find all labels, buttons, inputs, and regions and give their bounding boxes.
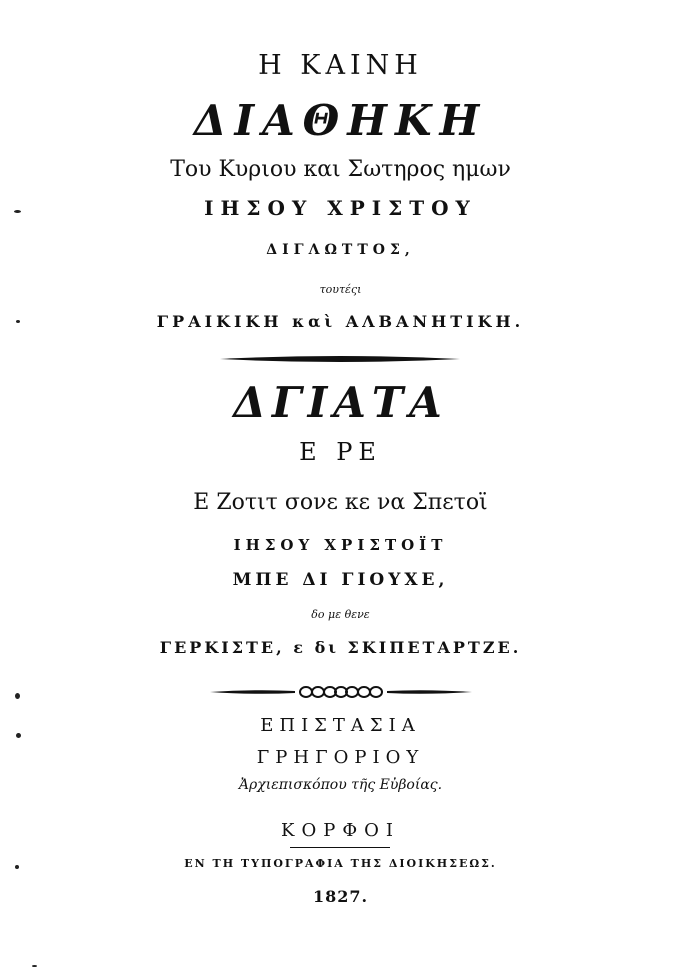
ornamental-divider [210, 684, 472, 700]
title-line-dgiata: ΔΓΙΑΤΑ [233, 378, 448, 427]
margin-speck [15, 865, 19, 869]
short-rule [290, 846, 390, 849]
title-line-gerkiste-skipetartze: ΓΕΡΚΙΣΤΕ, ε δι ΣΚΙΠΕΤΑΡΤΖΕ. [159, 638, 522, 657]
title-line-epistasia: ΕΠΙΣΤΑΣΙΑ [260, 715, 421, 736]
margin-speck [16, 733, 21, 738]
title-line-h-kaine: Η ΚΑΙΝΗ [258, 50, 423, 81]
title-line-toutesti: τουτέςι [319, 283, 362, 296]
margin-speck [14, 210, 21, 213]
title-line-e-zotit: Ε Ζοτιτ σονε κε να Σπετοϊ [193, 490, 488, 515]
title-line-iesou-christou: ΙΗΣΟΥ ΧΡΙΣΤΟΥ [204, 196, 477, 220]
margin-speck [15, 693, 20, 699]
title-line-typographia: ΕΝ ΤΗ ΤΥΠΟΓΡΑΦΙΑ ΤΗΣ ΔΙΟΙΚΗΣΕΩΣ. [184, 857, 497, 870]
title-line-e-re: Ε ΡΕ [299, 438, 382, 466]
margin-speck [32, 965, 37, 967]
title-line-do-me-thene: δο με θενε [311, 608, 370, 621]
title-line-korfoi: ΚΟΡΦΟΙ [281, 820, 400, 841]
title-line-diglottos: ΔΙΓΛΩΤΤΟΣ, [266, 242, 415, 258]
title-line-year: 1827. [312, 887, 369, 906]
title-line-mpe-di-giouche: ΜΠΕ ΔΙ ΓΙΟΥΧΕ, [232, 570, 449, 590]
title-line-diatheke: ΔΙΑΘΗΚΗ [193, 96, 488, 145]
title-line-tou-kyriou: Του Κυριου και Σωτηρος ημων [170, 157, 511, 182]
margin-speck [16, 320, 20, 323]
title-line-graikike-albanetike: ΓΡΑΙΚΙΚΗ καὶ ΑΛΒΑΝΗΤΙΚΗ. [156, 312, 525, 331]
title-line-gregoriou: ΓΡΗΓΟΡΙΟΥ [256, 747, 425, 768]
divider-rule-top [220, 354, 460, 364]
title-line-iesou-christoit: ΙΗΣΟΥ ΧΡΙΣΤΟΪΤ [233, 536, 448, 554]
title-line-archiepiskopou: Ἀρχιεπισκόπου τῆς Εὐβοίας. [238, 777, 443, 793]
